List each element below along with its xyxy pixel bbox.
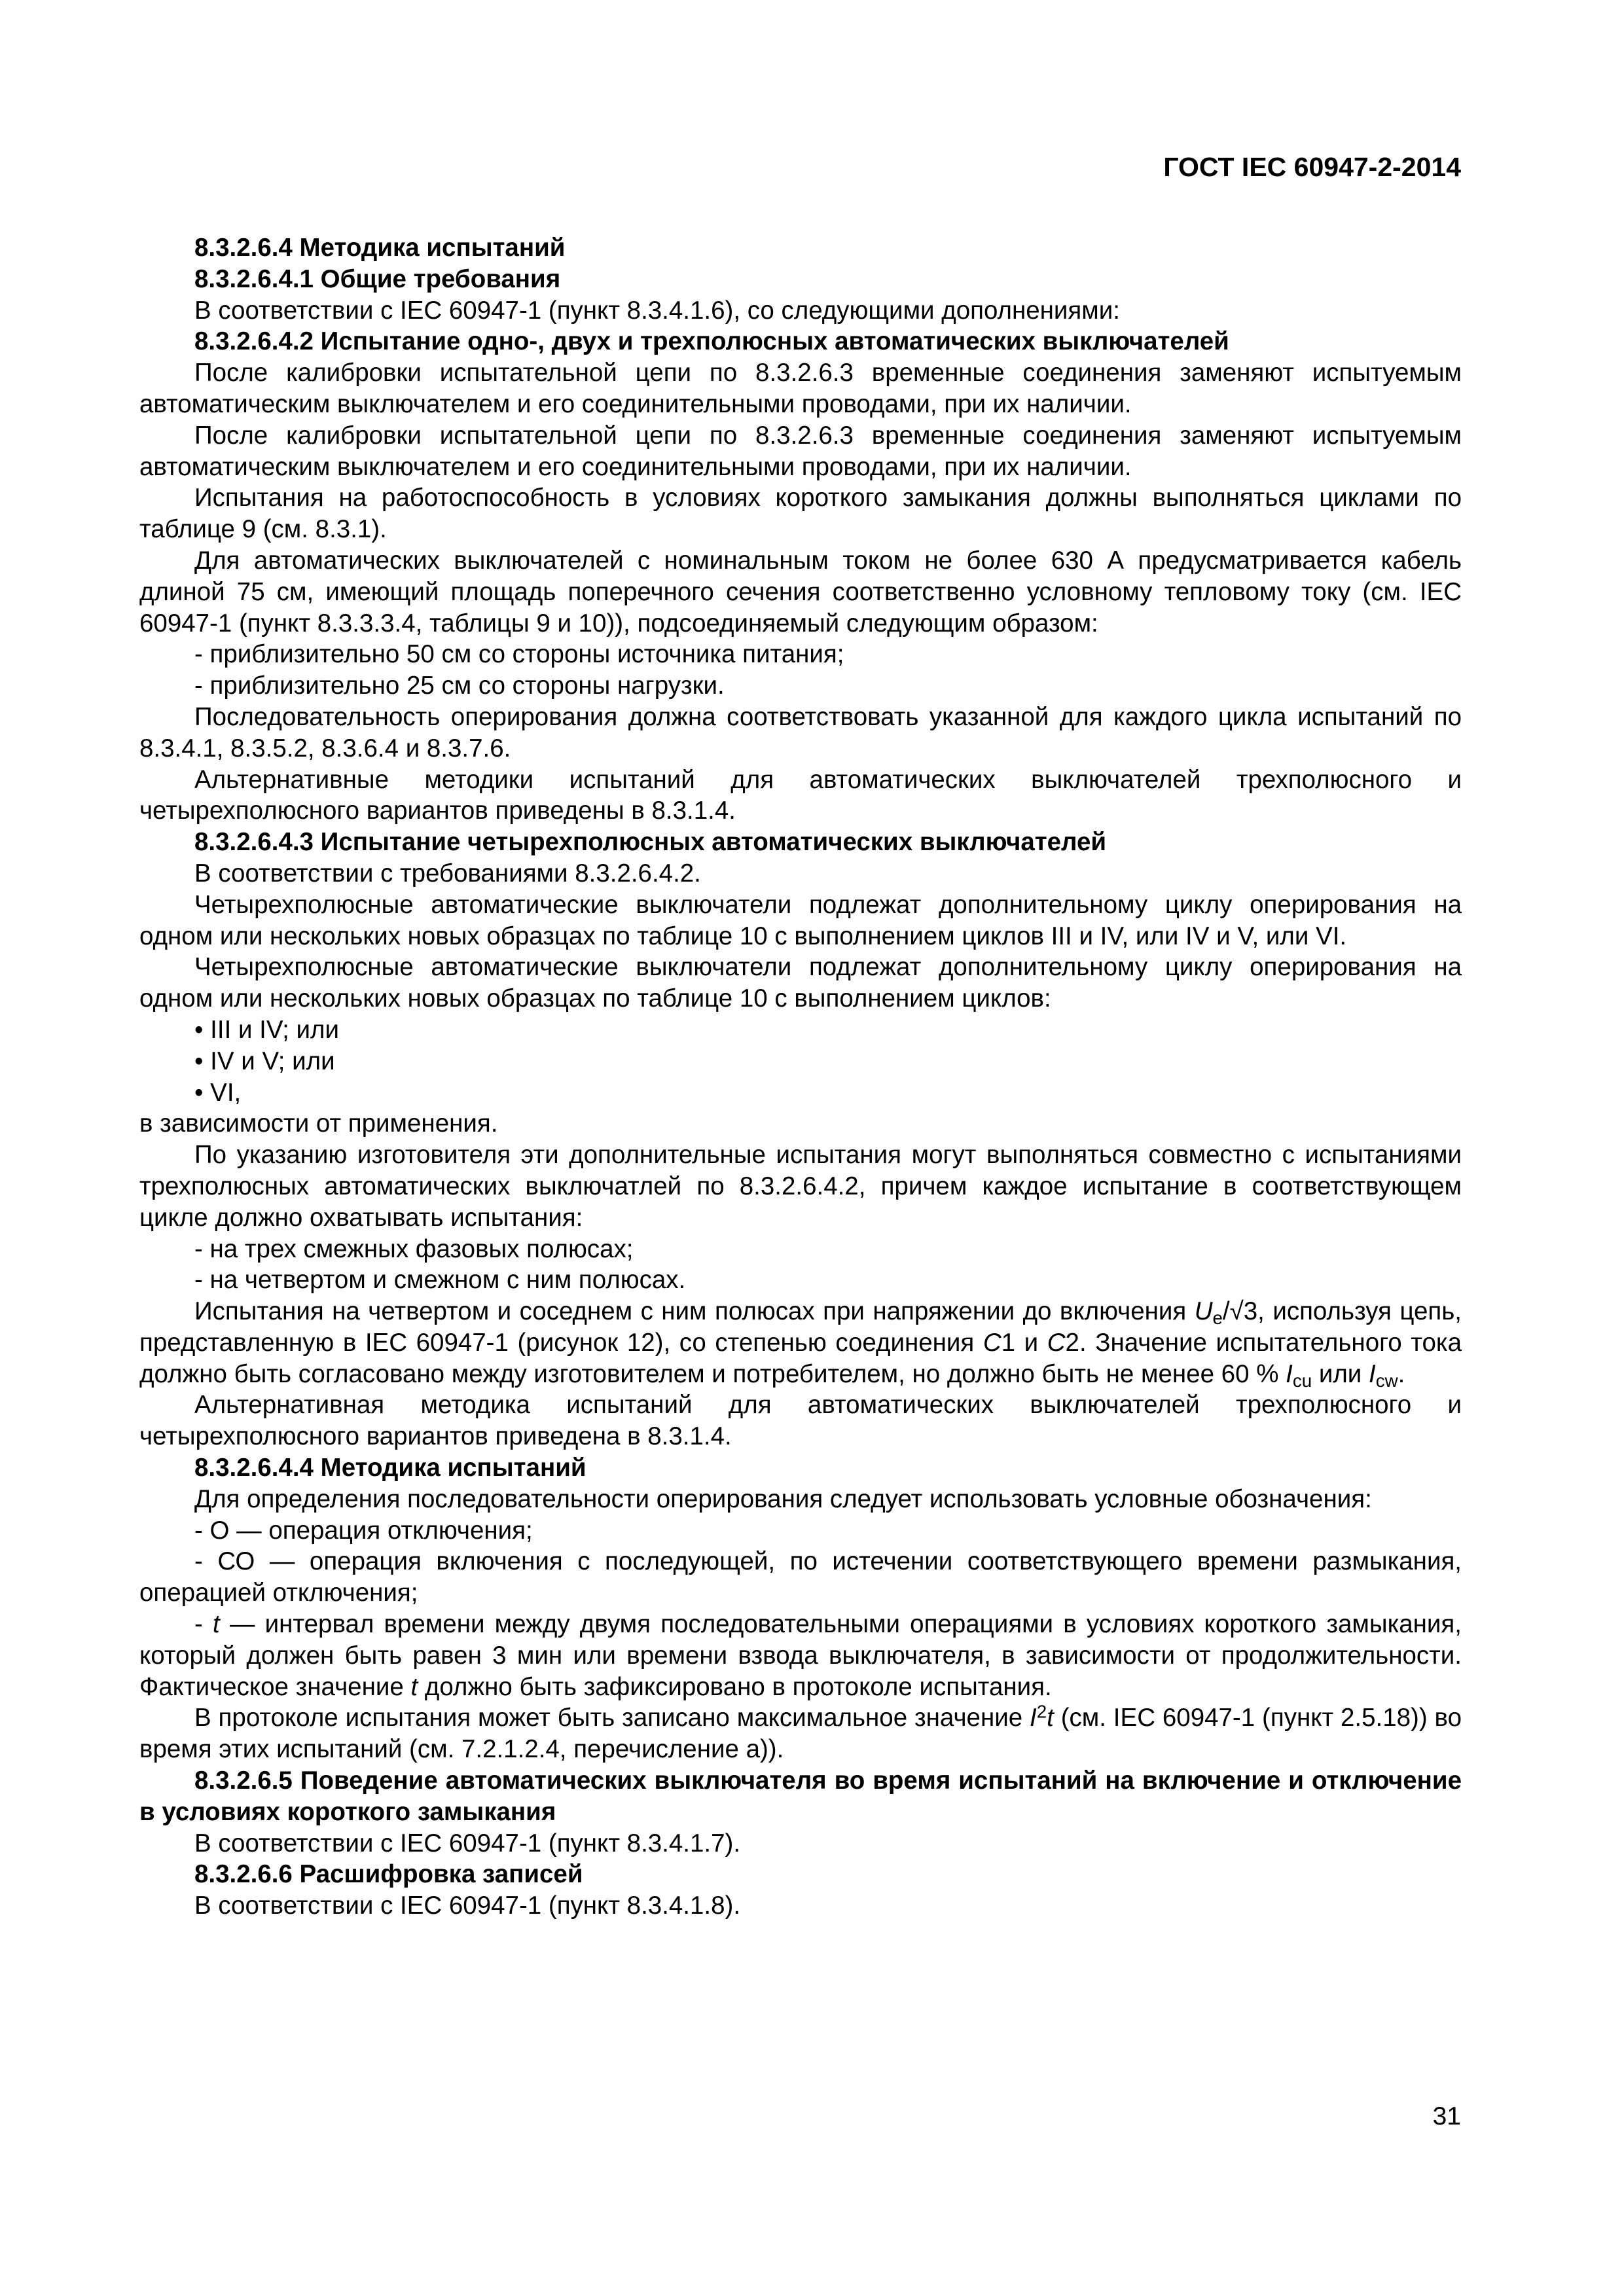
paragraph: В соответствии с IEC 60947-1 (пункт 8.3.4.1.6), со следующими дополнениями: [194,296,1120,325]
text-run: 1 и [1001,1328,1047,1357]
list-item: • III и IV; или [194,1015,339,1044]
paragraph: Альтернативные методики испытаний для автоматических выключателей трехполюсного и четырехполюсного вариантов приведены в 8.3.1.4. [139,765,1462,825]
subscript-e: e [1212,1308,1223,1329]
paragraph: В соответствии с требованиями 8.3.2.6.4.2. [194,859,701,888]
heading-8-3-2-6-4-4: 8.3.2.6.4.4 Методика испытаний [194,1454,586,1482]
text-run: или [1312,1359,1369,1388]
document-body [139,232,1462,1922]
list-item: • VI, [194,1078,242,1107]
text-run: - [194,1610,213,1639]
list-item: • IV и V; или [194,1047,335,1075]
symbol-c: C [983,1328,1001,1357]
paragraph: в зависимости от применения. [139,1109,498,1138]
subscript-cu: cu [1292,1370,1312,1391]
heading-8-3-2-6-4-3: 8.3.2.6.4.3 Испытание четырехполюсных автоматических выключателей [194,828,1107,857]
paragraph: Для определения последовательности оперирования следует использовать условные обозначения: [194,1484,1372,1513]
text-run: должно быть зафиксировано в протоколе испытания. [418,1672,1052,1701]
heading-8-3-2-6-6: 8.3.2.6.6 Расшифровка записей [194,1860,583,1889]
list-item: - на трех смежных фазовых полюсах; [194,1234,634,1263]
page-number: 31 [1432,2102,1461,2130]
heading-8-3-2-6-4-1: 8.3.2.6.4.1 Общие требования [194,264,561,293]
heading-8-3-2-6-5: 8.3.2.6.5 Поведение автоматических выключателя во время испытаний на включение и отключение в условиях короткого замыкания [139,1767,1462,1826]
symbol-i: I [1030,1704,1037,1732]
text-run: Испытания на четвертом и соседнем с ним полюсах при напряжении до включения [194,1297,1195,1326]
heading-8-3-2-6-4-2: 8.3.2.6.4.2 Испытание одно-, двух и трехполюсных автоматических выключателей [194,327,1229,356]
paragraph-voltage-test [139,1296,1462,1390]
superscript-2: 2 [1036,1701,1047,1722]
symbol-t: t [410,1672,418,1701]
paragraph: Испытания на работоспособность в условиях короткого замыкания должны выполняться циклами по таблице 9 (см. 8.3.1). [139,484,1462,544]
paragraph: Для автоматических выключателей с номинальным током не более 630 А предусматривается кабель длиной 75 см, имеющий площадь поперечного сечения соответственно условному тепловому току (см. IEC 60947-1 (пункт 8.3.3.3.4, таблицы 9 и 10)), подсоединяемый следующим образом: [139,546,1462,637]
paragraph: Четырехполюсные автоматические выключатели подлежат дополнительному циклу оперирования на одном или нескольких новых образцах по таблице 10 с выполнением циклов: [139,953,1462,1013]
symbol-u: U [1194,1297,1213,1326]
paragraph: После калибровки испытательной цепи по 8.3.2.6.3 временные соединения заменяют испытуемым автоматическим выключателем и его соединительными проводами, при их наличии. [139,359,1462,418]
text-run: 2. Значение испытательного тока должно быть согласовано между изготовителем и потребителем, но должно быть не менее 60 % [139,1328,1462,1388]
text-run: . [1398,1359,1405,1388]
list-item-interval [139,1609,1462,1702]
text-run: (см. IEC 60947-1 (пункт 2.5.18)) во время этих испытаний (см. 7.2.1.2.4, перечисление а)). [139,1704,1462,1764]
text-run: В протоколе испытания может быть записано максимальное значение [194,1704,1030,1732]
paragraph-i2t [139,1702,1462,1765]
symbol-t: t [213,1610,220,1639]
symbol-i: I [1286,1359,1293,1388]
list-item: - СО — операция включения с последующей, по истечении соответствующего времени размыкания, операцией отключения; [139,1547,1462,1607]
symbol-c: C [1047,1328,1066,1357]
paragraph: После калибровки испытательной цепи по 8.3.2.6.3 временные соединения заменяют испытуемым автоматическим выключателем и его соединительными проводами, при их наличии. [139,421,1462,481]
text-run: /√3, используя цепь, представленную в IEC 60947-1 (рисунок 12), со степенью соединения [139,1297,1462,1357]
paragraph: По указанию изготовителя эти дополнительные испытания могут выполняться совместно с испытаниями трехполюсных автоматических выключатлей по 8.3.2.6.4.2, причем каждое испытание в соответствующем цикле должно охватывать испытания: [139,1141,1462,1232]
list-item: - О — операция отключения; [194,1516,533,1545]
heading-8-3-2-6-4: 8.3.2.6.4 Методика испытаний [194,234,566,262]
paragraph: Альтернативная методика испытаний для автоматических выключателей трехполюсного и четырехполюсного вариантов приведена в 8.3.1.4. [139,1391,1462,1451]
list-item: - на четвертом и смежном с ним полюсах. [194,1266,686,1295]
paragraph: В соответствии с IEC 60947-1 (пункт 8.3.4.1.7). [194,1829,741,1857]
paragraph: Последовательность оперирования должна соответствовать указанной для каждого цикла испытаний по 8.3.4.1, 8.3.5.2, 8.3.6.4 и 8.3.7.6. [139,702,1462,762]
symbol-i: I [1369,1359,1376,1388]
paragraph: В соответствии с IEC 60947-1 (пункт 8.3.4.1.8). [194,1892,741,1920]
list-item: - приблизительно 50 см со стороны источника питания; [194,640,844,669]
list-item: - приблизительно 25 см со стороны нагрузки. [194,672,725,700]
symbol-t: t [1047,1704,1054,1732]
text-run: — интервал времени между двумя последовательными операциями в условиях короткого замыкания, который должен быть равен 3 мин или времени взвода выключателя, в зависимости от продолжительности. Фактическое значение [139,1610,1462,1701]
subscript-cw: cw [1375,1370,1398,1391]
paragraph: Четырехполюсные автоматические выключатели подлежат дополнительному циклу оперирования на одном или нескольких новых образцах по таблице 10 с выполнением циклов III и IV, или IV и V, или VI. [139,890,1462,950]
document-header: ГОСТ IEC 60947-2-2014 [1163,152,1461,182]
